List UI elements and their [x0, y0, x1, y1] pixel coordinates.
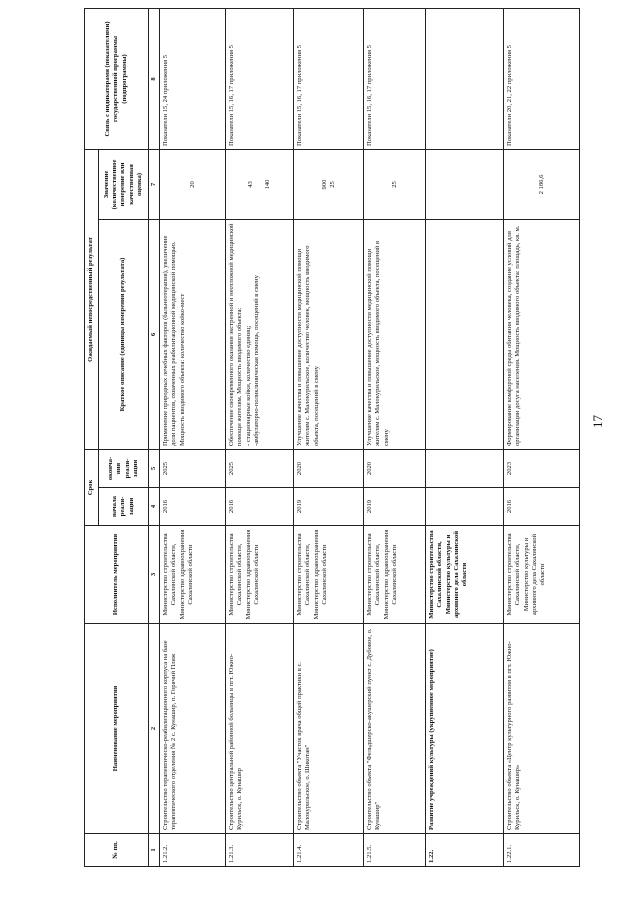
header-term-start: начала реали-зации	[99, 488, 149, 526]
row-description: Обеспечение своевременного оказания экстренной и неотложной медицинской помощи жителям. Мощность вводимого объекта: - стационарные койки, количество единиц; -амбулаторно-поликлиническая помощь, посещений в смену	[226, 220, 294, 450]
row-link: Показатели 15, 16, 17 приложения 5	[294, 8, 364, 149]
row-name: Развитие учреждений культуры (укрупненное мероприятие)	[426, 624, 504, 834]
header-expected: Ожидаемый непосредственный результат	[85, 149, 99, 449]
column-number: 6	[149, 220, 160, 450]
row-name: Строительство центральной районной больницы в пгт. Южно-Курильск, о. Кунашир	[226, 624, 294, 834]
row-description: Формирование комфортной среды обитания человека, создание условий для организации досуга населения. Мощность вводимого объекта: площадь, кв. м.	[504, 220, 580, 450]
row-end: 2023	[504, 450, 580, 488]
row-description: Улучшение качества и повышение доступности медицинской помощи жителям с. Малокурильское, мощность вводимого объекта, посещений в смену	[364, 220, 426, 450]
row-value: 20	[160, 149, 226, 219]
row-description: Улучшение качества и повышение доступности медицинской помощи жителям с. Малокурильское, количество человек, мощность вводимого объекта, посещений в смену	[294, 220, 364, 450]
row-number: 1.21.4.	[294, 834, 364, 867]
row-executor: Министерство строительства Сахалинской области, Министерство здравоохранения Сахалинской области	[364, 526, 426, 624]
row-start	[426, 488, 504, 526]
row-executor: Министерство строительства Сахалинской области, Министерство культуры и архивного дела Сахалинской области	[504, 526, 580, 624]
header-term: Срок	[85, 450, 99, 526]
column-number: 7	[149, 149, 160, 219]
row-number: 1.22.1.	[504, 834, 580, 867]
row-number: 1.21.5.	[364, 834, 426, 867]
row-description: Применение природных лечебных факторов (бальнеотерапия), увеличение доли пациентов, охваченных реабилитационной медицинской помощью. Мощность вводимого объекта: количество койко-мест	[160, 220, 226, 450]
table-row	[226, 8, 294, 866]
row-start: 2019	[364, 488, 426, 526]
row-end: 2025	[226, 450, 294, 488]
row-start: 2019	[294, 488, 364, 526]
header-value: Значение (количественное измерение или качественная оценка)	[99, 149, 149, 219]
row-end: 2025	[160, 450, 226, 488]
row-executor: Министерство строительства Сахалинской области, Министерство здравоохранения Сахалинской области	[294, 526, 364, 624]
row-name: Строительство объекта "Участок врача общей практики в с. Малокурильское, о. Шикотан"	[294, 624, 364, 834]
row-value: 900 25	[294, 149, 364, 219]
row-end: 2020	[294, 450, 364, 488]
column-number: 5	[149, 450, 160, 488]
row-link	[426, 8, 504, 149]
row-number: 1.22.	[426, 834, 504, 867]
row-start: 2016	[160, 488, 226, 526]
row-name: Строительство терапевтическо-реабилитационного корпуса на базе терапевтического отделения № 2 с. Кунашир, п. Горячий Пляж	[160, 624, 226, 834]
column-number: 4	[149, 488, 160, 526]
table-row	[160, 8, 226, 866]
table-row	[504, 8, 580, 866]
row-link: Показатели 20, 21, 22 приложения 5	[504, 8, 580, 149]
header-num: № пп.	[85, 834, 149, 867]
header-term-end: оконча-ния реали-зации	[99, 450, 149, 488]
row-end: 2020	[364, 450, 426, 488]
row-executor: Министерство строительства Сахалинской области, Министерство культуры и архивного дела Сахалинской области	[426, 526, 504, 624]
row-link: Показатели 15, 24 приложения 5	[160, 8, 226, 149]
column-number: 1	[149, 834, 160, 867]
header-name: Наименование мероприятия	[85, 624, 149, 834]
column-number: 8	[149, 8, 160, 149]
row-executor: Министерство строительства Сахалинской области, Министерство здравоохранения Сахалинской области	[226, 526, 294, 624]
row-description	[426, 220, 504, 450]
row-number: 1.21.3.	[226, 834, 294, 867]
table-row	[426, 8, 504, 866]
row-value	[426, 149, 504, 219]
header-description: Краткое описание (единицы измерения результата)	[99, 220, 149, 450]
measures-table	[84, 8, 580, 867]
row-name: Строительство объекта "Фельдшерско-акушерский пункт с. Дубовое, о. Кунашир"	[364, 624, 426, 834]
row-name: Строительство объекта «Центр культурного развития в пгт. Южно-Курильск, о. Кунашир»	[504, 624, 580, 834]
page-number: 17	[590, 415, 605, 428]
row-executor: Министерство строительства Сахалинской области, Министерство здравоохранения Сахалинской области	[160, 526, 226, 624]
column-number: 3	[149, 526, 160, 624]
header-link: Связь с индикаторами (показателями) государственной программы (подпрограммы)	[85, 8, 149, 149]
table-row	[294, 8, 364, 866]
row-start: 2016	[226, 488, 294, 526]
row-number: 1.21.2.	[160, 834, 226, 867]
row-value: 43 140	[226, 149, 294, 219]
row-value: 25	[364, 149, 426, 219]
row-start: 2016	[504, 488, 580, 526]
column-number: 2	[149, 624, 160, 834]
row-end	[426, 450, 504, 488]
row-link: Показатели 15, 16, 17 приложения 5	[226, 8, 294, 149]
header-executor: Исполнитель мероприятия	[85, 526, 149, 624]
row-value: 2 186,6	[504, 149, 580, 219]
row-link: Показатели 15, 16, 17 приложения 5	[364, 8, 426, 149]
measures-table-container	[84, 9, 552, 867]
table-row	[364, 8, 426, 866]
